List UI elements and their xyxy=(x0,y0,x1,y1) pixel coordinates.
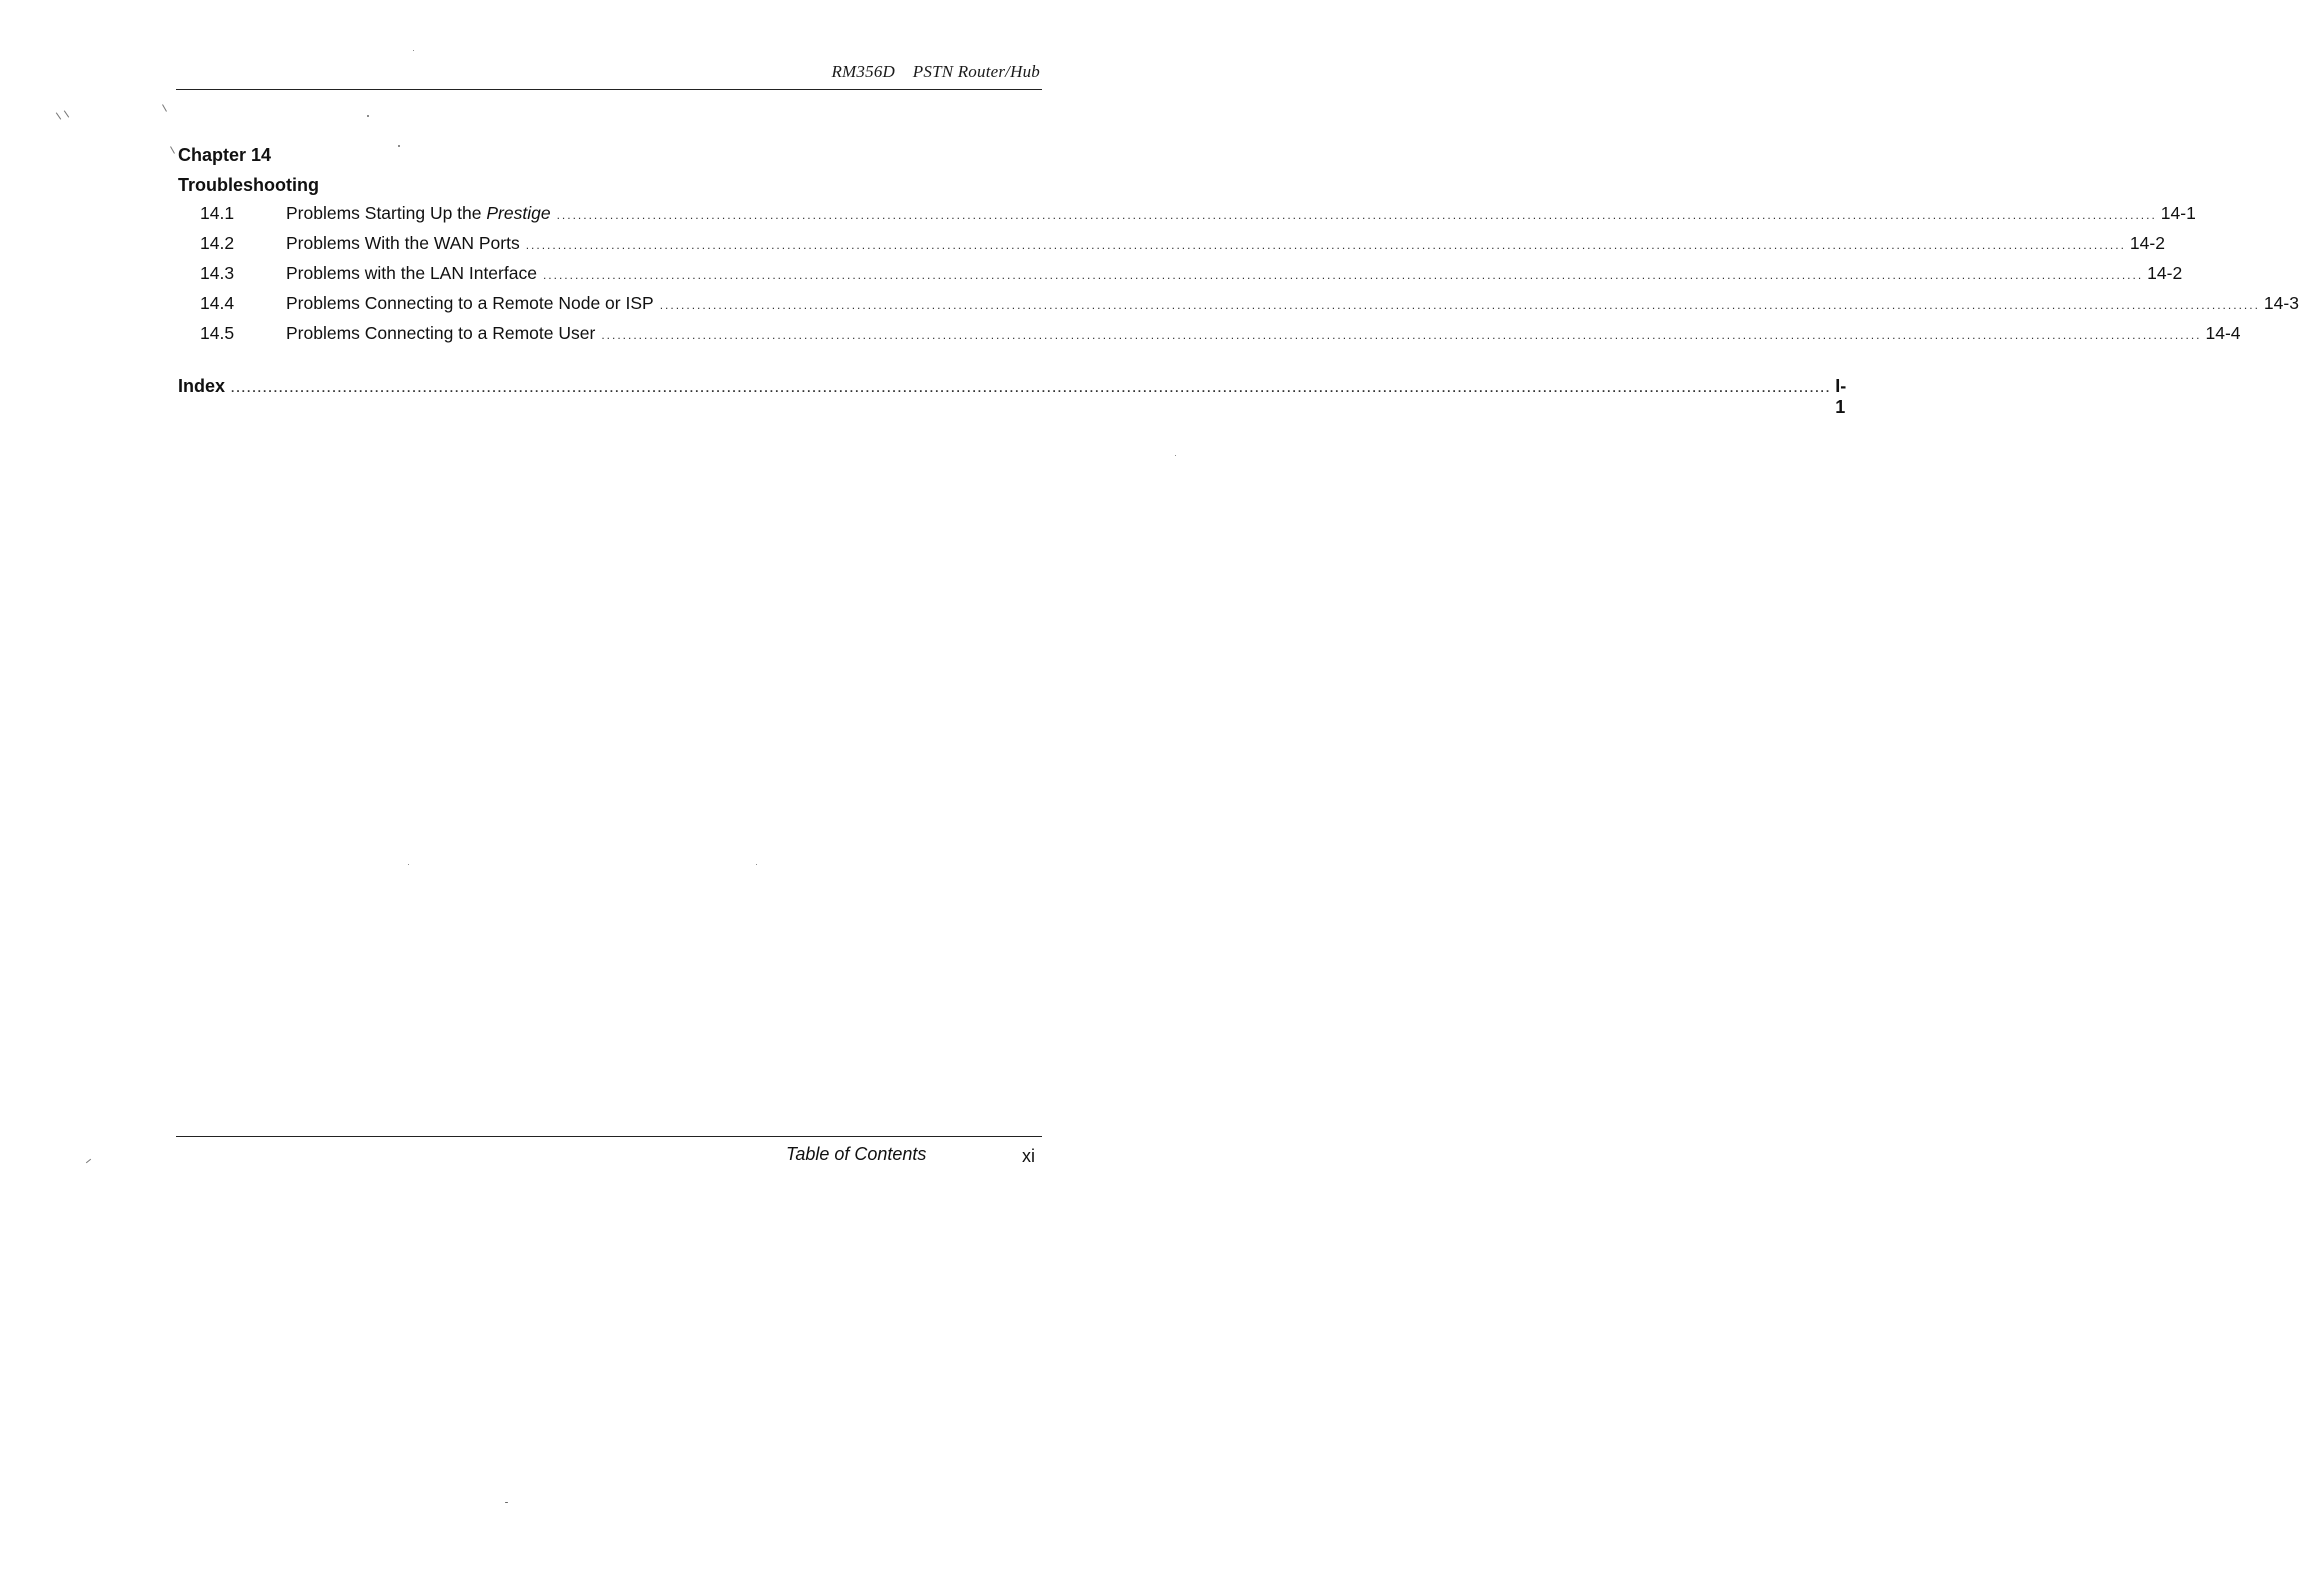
header-rule xyxy=(176,89,1042,90)
running-header: RM356D PSTN Router/Hub xyxy=(831,62,1040,81)
dot-leader: ............................................................................................................................................................................................................................................................................................................ xyxy=(231,381,1832,395)
footer-page-number: xi xyxy=(1022,1146,1035,1166)
toc-index-entry[interactable] xyxy=(178,376,1847,418)
toc-entry-emphasis: Prestige xyxy=(486,203,551,223)
toc-entry-page: 14-2 xyxy=(2129,233,2165,253)
toc-entry-number: 14.1 xyxy=(200,203,235,223)
scan-mark xyxy=(86,1159,91,1164)
toc-entry-page: 14-1 xyxy=(2160,203,2196,223)
index-page: I-1 xyxy=(1835,376,1847,417)
scan-speck xyxy=(1175,455,1176,456)
toc-entry-page: 14-3 xyxy=(2263,293,2299,313)
toc-entry-number: 14.3 xyxy=(200,263,235,283)
dot-leader: ............................................................................................................................................................................................................................................................................................................ xyxy=(659,298,2260,312)
toc-entry[interactable] xyxy=(178,293,2299,323)
scan-mark xyxy=(170,146,175,153)
scan-speck xyxy=(367,115,369,117)
toc-entry[interactable] xyxy=(178,233,2165,263)
scan-speck xyxy=(398,145,400,147)
toc-entry[interactable] xyxy=(178,263,2183,293)
toc-entry-title: Problems with the LAN Interface xyxy=(286,263,537,283)
dot-leader: ............................................................................................................................................................................................................................................................................................................ xyxy=(601,328,2202,342)
toc-entry-page: 14-2 xyxy=(2147,263,2183,283)
dot-leader: ............................................................................................................................................................................................................................................................................................................ xyxy=(556,208,2157,222)
toc-entry[interactable] xyxy=(178,323,2241,353)
scan-mark xyxy=(56,112,61,119)
toc-entry-number: 14.5 xyxy=(200,323,235,343)
dot-leader: ............................................................................................................................................................................................................................................................................................................ xyxy=(542,268,2144,282)
scan-mark xyxy=(64,110,69,117)
toc-entry-title: Problems Starting Up the Prestige xyxy=(286,203,551,223)
toc-list xyxy=(178,203,2299,353)
scan-mark xyxy=(162,104,167,111)
toc-entry-page: 14-4 xyxy=(2205,323,2241,343)
chapter-label: Chapter 14 xyxy=(178,145,272,165)
toc-entry-title: Problems Connecting to a Remote Node or ISP xyxy=(286,293,654,313)
dot-leader: ............................................................................................................................................................................................................................................................................................................ xyxy=(525,238,2126,252)
chapter-title: Troubleshooting xyxy=(178,175,319,195)
scan-speck xyxy=(413,50,414,51)
scan-speck xyxy=(408,864,409,865)
toc-entry-title: Problems With the WAN Ports xyxy=(286,233,520,253)
scan-speck xyxy=(756,864,757,865)
toc-entry-title: Problems Connecting to a Remote User xyxy=(286,323,596,343)
footer-section-title: Table of Contents xyxy=(786,1144,927,1164)
toc-entry-number: 14.4 xyxy=(200,293,235,313)
index-title: Index xyxy=(178,376,226,396)
footer-rule xyxy=(176,1136,1042,1137)
toc-entry[interactable] xyxy=(178,203,2196,233)
scan-speck xyxy=(505,1502,508,1503)
toc-entry-number: 14.2 xyxy=(200,233,235,253)
